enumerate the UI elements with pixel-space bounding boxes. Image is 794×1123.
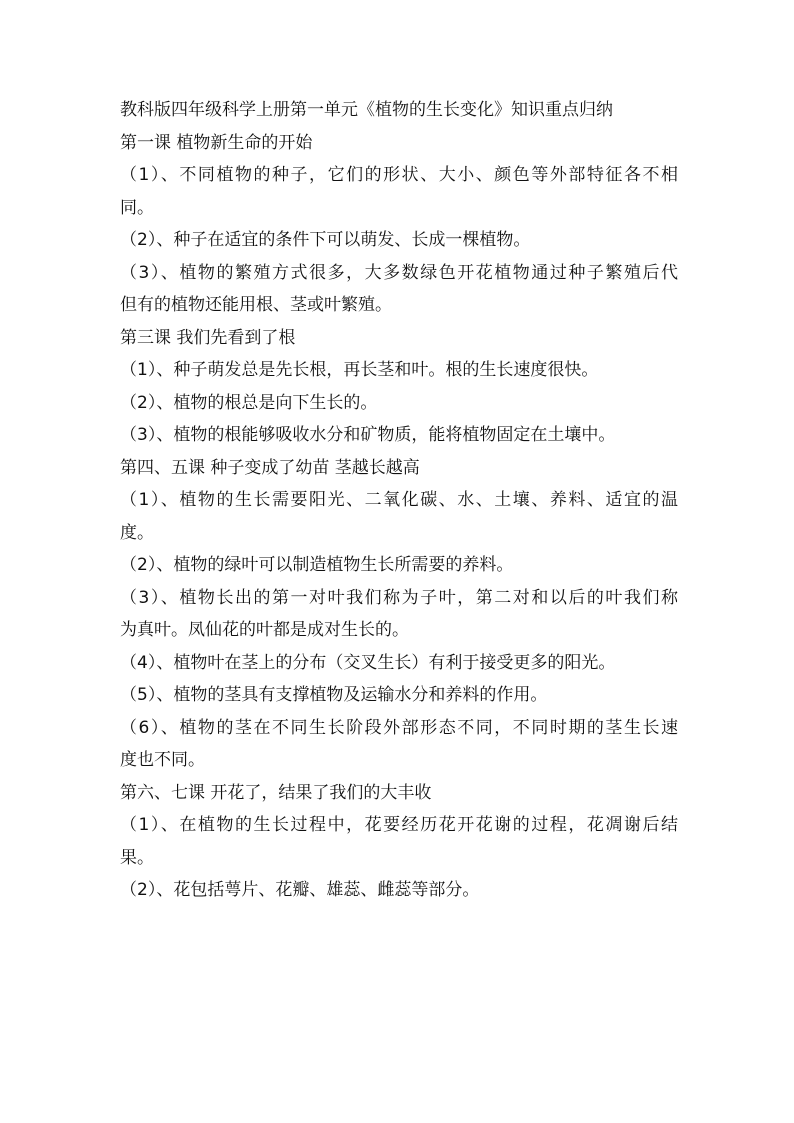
document-title: 教科版四年级科学上册第一单元《植物的生长变化》知识重点归纳: [120, 100, 613, 120]
paragraph-line: （1）、种子萌发总是先长根，再长茎和叶。根的生长速度很快。: [120, 360, 599, 380]
paragraph-line: 果。: [120, 847, 154, 868]
paragraph-line: 为真叶。凤仙花的叶都是成对生长的。: [120, 620, 409, 640]
paragraph-line: （4）、植物叶在茎上的分布（交叉生长）有利于接受更多的阳光。: [120, 652, 616, 673]
list-item: [120, 484, 678, 549]
list-item: [120, 549, 678, 582]
list-item: [120, 712, 678, 777]
document-body: [120, 94, 678, 907]
paragraph-line: 但有的植物还能用根、茎或叶繁殖。: [120, 295, 392, 315]
paragraph-line: （2）、植物的根总是向下生长的。: [120, 392, 378, 413]
list-item: [120, 257, 678, 322]
paragraph-line: （1）、植物的生长需要阳光、二氧化碳、水、土壤、养料、适宜的温: [120, 490, 678, 510]
paragraph-line: 同。: [120, 197, 154, 218]
paragraph-line: （2）、植物的绿叶可以制造植物生长所需要的养料。: [120, 555, 514, 575]
paragraph-line: 度。: [120, 522, 154, 543]
list-item: [120, 387, 678, 420]
section-heading: 第四、五课 种子变成了幼苗 茎越长越高: [120, 457, 420, 478]
list-item: [120, 419, 678, 452]
paragraph-line: （6）、植物的茎在不同生长阶段外部形态不同，不同时期的茎生长速: [120, 717, 678, 738]
list-item: [120, 874, 678, 907]
list-item: [120, 354, 678, 387]
section-heading: 第三课 我们先看到了根: [120, 327, 296, 348]
section-heading: 第六、七课 开花了，结果了我们的大丰收: [120, 782, 432, 803]
paragraph-line: （3）、植物长出的第一对叶我们称为子叶，第二对和以后的叶我们称: [120, 587, 678, 608]
list-item: [120, 679, 678, 712]
paragraph-line: 度也不同。: [120, 750, 205, 770]
section-heading: 第一课 植物新生命的开始: [120, 132, 313, 153]
list-item: [120, 809, 678, 874]
paragraph-line: （3）、植物的繁殖方式很多，大多数绿色开花植物通过种子繁殖后代: [120, 262, 678, 283]
paragraph-line: （2）、种子在适宜的条件下可以萌发、长成一棵植物。: [120, 230, 531, 250]
list-item: [120, 647, 678, 680]
paragraph-line: （3）、植物的根能够吸收水分和矿物质，能将植物固定在土壤中。: [120, 425, 616, 445]
paragraph-line: （2）、花包括萼片、花瓣、雄蕊、雌蕊等部分。: [120, 880, 480, 900]
list-item: [120, 224, 678, 257]
paragraph-line: （1）、不同植物的种子，它们的形状、大小、颜色等外部特征各不相: [120, 165, 678, 185]
paragraph-line: （5）、植物的茎具有支撑植物及运输水分和养料的作用。: [120, 685, 548, 705]
list-item: [120, 582, 678, 647]
paragraph-line: （1）、在植物的生长过程中，花要经历花开花谢的过程，花凋谢后结: [120, 815, 678, 835]
list-item: [120, 159, 678, 224]
